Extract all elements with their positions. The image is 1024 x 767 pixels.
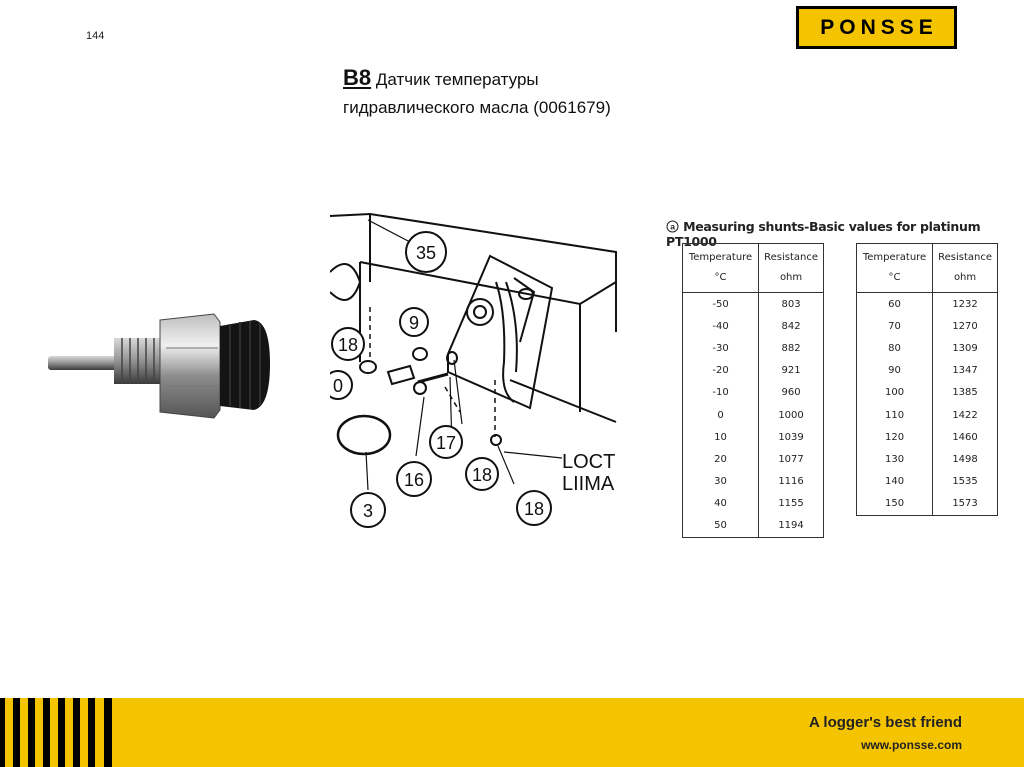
- cell-temperature: 30: [683, 471, 759, 493]
- table-body-left: [683, 293, 824, 538]
- title-code: B8: [343, 65, 372, 90]
- cell-temperature: 140: [857, 471, 933, 493]
- title-line2: гидравлического масла (0061679): [343, 98, 611, 117]
- table-row: [857, 426, 998, 448]
- table-row: [683, 360, 824, 382]
- header-temperature-label: Temperature: [862, 252, 927, 263]
- cell-temperature: 70: [857, 315, 933, 337]
- cell-resistance: 1573: [952, 498, 978, 510]
- cell-resistance: 1155: [778, 498, 804, 510]
- footer-url[interactable]: www.ponsse.com: [861, 738, 962, 752]
- cell-resistance: 882: [781, 342, 801, 354]
- sensor-photo: [44, 300, 274, 425]
- table-row: [683, 426, 824, 448]
- cell-temperature: 60: [857, 293, 933, 316]
- cell-temperature: 80: [857, 337, 933, 359]
- cell-temperature: 90: [857, 360, 933, 382]
- footer-stripe: [28, 698, 35, 767]
- cell-resistance: 1000: [778, 409, 804, 421]
- cell-temperature: -20: [683, 360, 759, 382]
- footer-band: [0, 698, 1024, 767]
- table-row: [683, 382, 824, 404]
- cell-temperature: 110: [857, 404, 933, 426]
- callout-16: 16: [403, 470, 425, 490]
- label-liima: LIIMA: [562, 473, 615, 495]
- table-header-row: [857, 244, 998, 293]
- callout-0: 0: [332, 376, 344, 396]
- cell-temperature: -10: [683, 382, 759, 404]
- table-row: [683, 293, 824, 316]
- cell-temperature: 130: [857, 448, 933, 470]
- footer-stripe: [104, 698, 112, 767]
- table-body-right: [857, 293, 998, 516]
- cell-resistance: 842: [781, 320, 801, 332]
- resistance-table-right: [856, 243, 998, 516]
- callout-18-c: 18: [523, 499, 545, 519]
- circled-a-icon: [666, 220, 679, 233]
- cell-resistance: 1039: [778, 431, 804, 443]
- cell-resistance: 1309: [952, 342, 978, 354]
- header-resistance-label: Resistance: [764, 252, 818, 263]
- cell-temperature: -50: [683, 293, 759, 316]
- header-resistance: [933, 244, 998, 293]
- header-resistance: [759, 244, 824, 293]
- cell-temperature: 20: [683, 448, 759, 470]
- logo-text: PONSSE: [799, 9, 954, 46]
- header-temperature-unit: °C: [714, 272, 727, 283]
- cell-resistance: 1422: [952, 409, 978, 421]
- header-resistance-unit: ohm: [779, 272, 803, 283]
- cell-resistance: 960: [781, 387, 801, 399]
- cell-resistance: 1194: [778, 520, 804, 532]
- cell-temperature: 120: [857, 426, 933, 448]
- footer-stripe: [88, 698, 95, 767]
- table-row: [857, 315, 998, 337]
- cell-resistance: 1535: [952, 476, 978, 488]
- exploded-diagram: [330, 212, 620, 532]
- cell-temperature: 50: [683, 515, 759, 538]
- cell-resistance: 1116: [778, 476, 804, 488]
- table-row: [857, 404, 998, 426]
- cell-temperature: -40: [683, 315, 759, 337]
- table-row: [683, 493, 824, 515]
- header-temperature-unit: °C: [888, 272, 901, 283]
- callout-3: 3: [362, 501, 374, 521]
- footer-stripe: [43, 698, 50, 767]
- table-row: [683, 315, 824, 337]
- cell-resistance: 1270: [952, 320, 978, 332]
- callout-35: 35: [415, 243, 437, 263]
- page-title: [343, 64, 611, 122]
- label-loct: LOCT: [562, 451, 616, 473]
- table-row: [683, 448, 824, 470]
- footer-stripe: [73, 698, 80, 767]
- cell-resistance: 1347: [952, 365, 978, 377]
- callout-18-b: 18: [471, 465, 493, 485]
- table-row: [683, 404, 824, 426]
- table-row: [857, 382, 998, 404]
- table-row: [857, 493, 998, 516]
- table-row: [857, 448, 998, 470]
- cell-resistance: 921: [781, 365, 801, 377]
- callout-18-a: 18: [337, 335, 359, 355]
- table-heading-text: Measuring shunts-Basic values for platinum PT1000: [666, 219, 981, 249]
- table-row: [857, 360, 998, 382]
- footer-stripe: [13, 698, 20, 767]
- cell-resistance: 1232: [952, 298, 978, 310]
- cell-resistance: 1077: [778, 453, 804, 465]
- header-temperature-label: Temperature: [688, 252, 753, 263]
- cell-temperature: 40: [683, 493, 759, 515]
- cell-resistance: 1498: [952, 453, 978, 465]
- marker-letter: a: [670, 221, 675, 232]
- table-row: [683, 471, 824, 493]
- header-temperature: [857, 244, 933, 293]
- table-header-row: [683, 244, 824, 293]
- table-row: [683, 515, 824, 538]
- header-resistance-unit: ohm: [953, 272, 977, 283]
- table-row: [857, 293, 998, 316]
- cell-temperature: 0: [683, 404, 759, 426]
- header-resistance-label: Resistance: [938, 252, 992, 263]
- header-temperature: [683, 244, 759, 293]
- table-row: [857, 337, 998, 359]
- page-number: 144: [86, 30, 105, 42]
- cell-temperature: 100: [857, 382, 933, 404]
- footer-stripe: [0, 698, 5, 767]
- callout-17: 17: [435, 433, 457, 453]
- footer-tagline: A logger's best friend: [808, 714, 962, 731]
- callout-9: 9: [408, 313, 420, 333]
- cell-temperature: -30: [683, 337, 759, 359]
- table-row: [683, 337, 824, 359]
- title-line1: Датчик температуры: [375, 70, 539, 89]
- resistance-table-left: [682, 243, 824, 538]
- cell-resistance: 1460: [952, 431, 978, 443]
- cell-resistance: 1385: [952, 387, 978, 399]
- ponsse-logo: [796, 6, 957, 49]
- cell-temperature: 150: [857, 493, 933, 516]
- cell-temperature: 10: [683, 426, 759, 448]
- footer-stripe: [58, 698, 65, 767]
- table-row: [857, 471, 998, 493]
- cell-resistance: 803: [781, 298, 801, 310]
